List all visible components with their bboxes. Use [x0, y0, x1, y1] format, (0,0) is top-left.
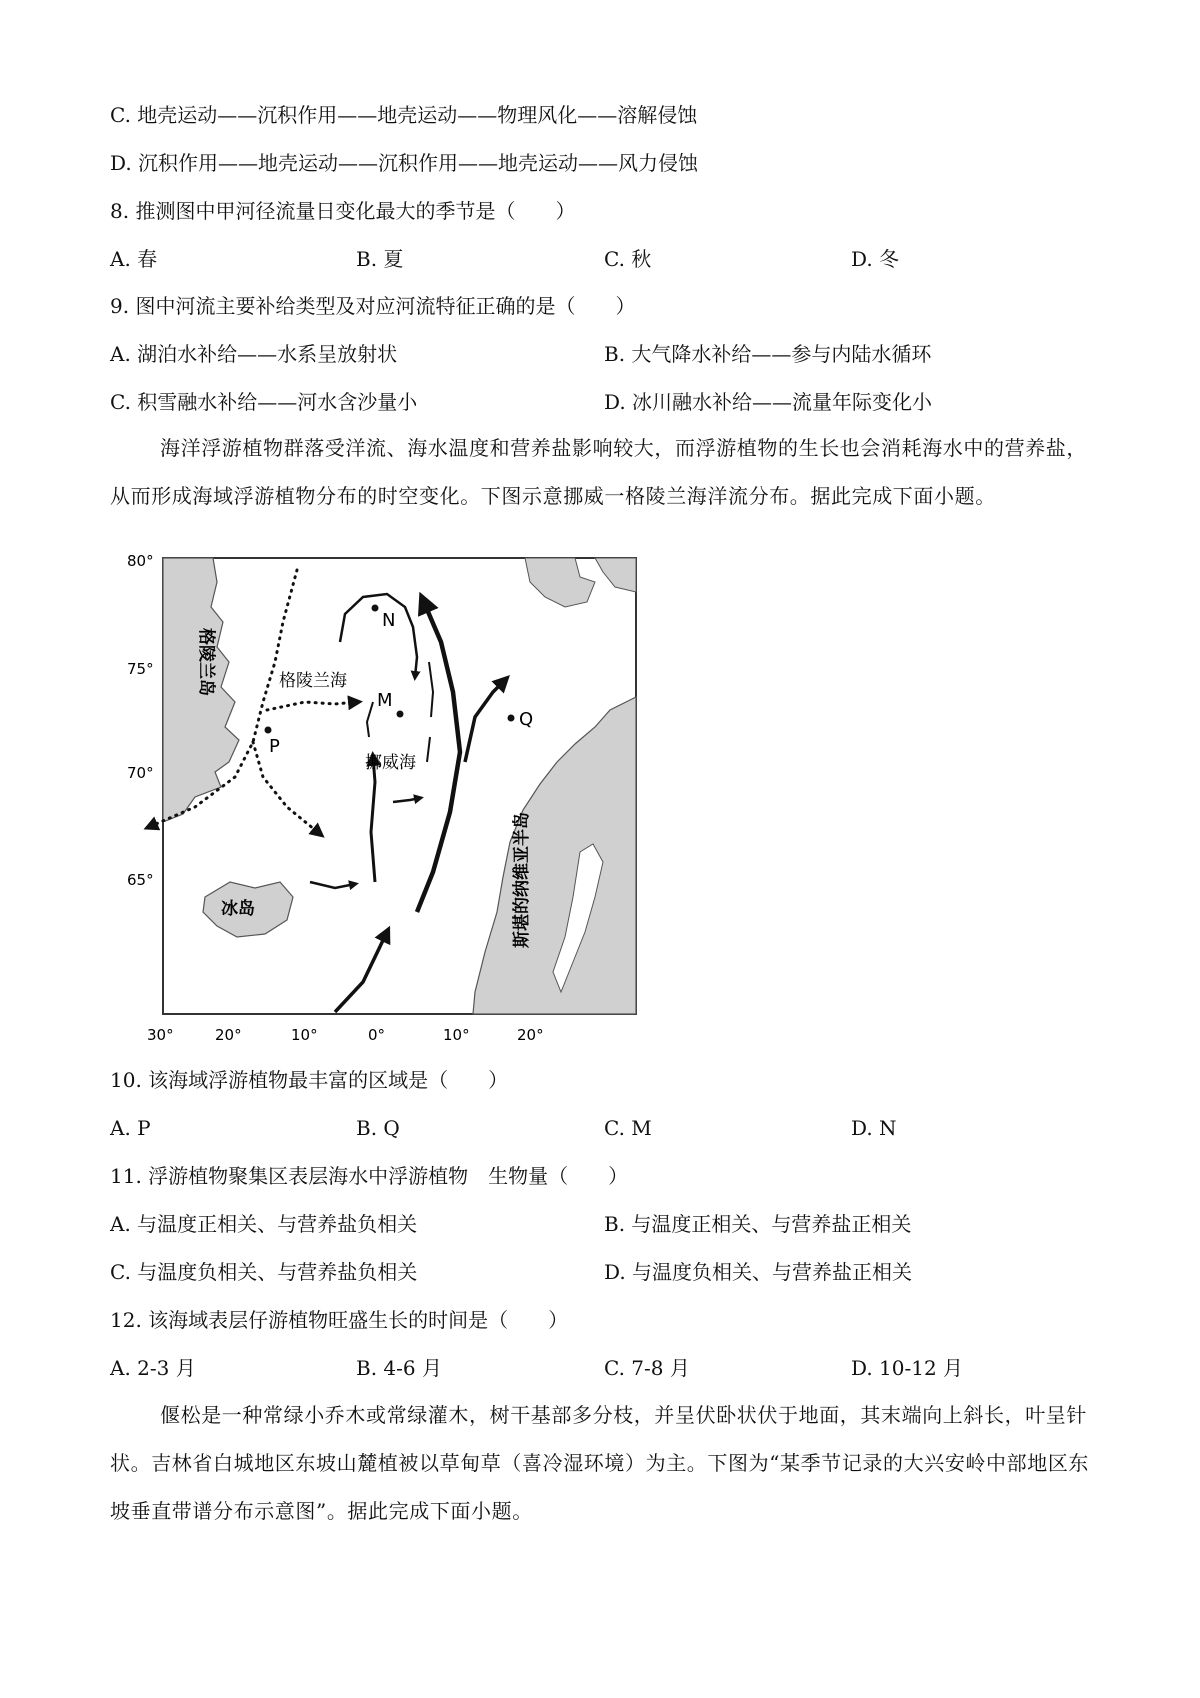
q12-option-d: D. 10-12 月: [851, 1356, 964, 1380]
lat-label-75: 75°: [127, 660, 154, 678]
passage-dwarf-pine: 偃松是一种常绿小乔木或常绿灌木，树干基部多分枝，并呈伏卧状伏于地面，其末端向上斜长，叶呈针状。吉林省白城地区东坡山麓植被以草甸草（喜冷湿环境）为主。下图为“某季节记录的大兴安岭中部地区东坡垂直带谱分布示意图”。据此完成下面小题。: [110, 1403, 1090, 1523]
q11-option-a: A. 与温度正相关、与营养盐负相关: [110, 1212, 418, 1236]
lat-label-70: 70°: [127, 764, 154, 782]
q11-stem: 11. 浮游植物聚集区表层海水中浮游植物 生物量（ ）: [110, 1164, 629, 1188]
q9-stem: 9. 图中河流主要补给类型及对应河流特征正确的是（ ）: [110, 294, 636, 318]
norwegian-sea-label: 挪威海: [365, 753, 416, 773]
q12-option-a: A. 2-3 月: [110, 1356, 196, 1380]
greenland-sea-label: 格陵兰海: [279, 671, 347, 691]
q9-option-c: C. 积雪融水补给——河水含沙量小: [110, 390, 418, 414]
lon-label-30w: 30°: [147, 1026, 174, 1044]
lon-label-20e: 20°: [517, 1026, 544, 1044]
point-n-marker: [372, 605, 379, 612]
point-q-marker: [508, 715, 515, 722]
point-p-label: P: [269, 736, 280, 757]
q11-option-c: C. 与温度负相关、与营养盐负相关: [110, 1260, 418, 1284]
iceland-label: 冰岛: [221, 899, 255, 919]
q12-stem: 12. 该海域表层仔游植物旺盛生长的时间是（ ）: [110, 1308, 569, 1332]
q8-stem: 8. 推测图中甲河径流量日变化最大的季节是（ ）: [110, 199, 576, 223]
lon-label-0: 0°: [368, 1026, 386, 1044]
q10-option-d: D. N: [851, 1116, 897, 1140]
lon-label-20w: 20°: [215, 1026, 242, 1044]
q10-option-c: C. M: [604, 1116, 652, 1140]
q10-stem: 10. 该海域浮游植物最丰富的区域是（ ）: [110, 1068, 509, 1092]
ocean-current-map: [125, 552, 645, 1049]
q8-option-d: D. 冬: [851, 247, 900, 271]
passage-ocean-currents: 海洋浮游植物群落受洋流、海水温度和营养盐影响较大，而浮游植物的生长也会消耗海水中的营养盐，从而形成海域浮游植物分布的时空变化。下图示意挪威一格陵兰海洋流分布。据此完成下面小题。: [110, 436, 1087, 508]
point-n-label: N: [382, 610, 396, 631]
q12-option-b: B. 4-6 月: [356, 1356, 442, 1380]
q10-option-b: B. Q: [356, 1116, 400, 1140]
lat-label-80: 80°: [127, 552, 154, 570]
q10-option-a: A. P: [110, 1116, 151, 1140]
q9-option-a: A. 湖泊水补给——水系呈放射状: [110, 342, 398, 366]
lat-label-65: 65°: [127, 871, 154, 889]
q12-option-c: C. 7-8 月: [604, 1356, 690, 1380]
q9-option-b: B. 大气降水补给——参与内陆水循环: [604, 342, 932, 366]
q11-option-d: D. 与温度负相关、与营养盐正相关: [604, 1260, 913, 1284]
q7-option-c: C. 地壳运动——沉积作用——地壳运动——物理风化——溶解侵蚀: [110, 103, 698, 127]
q9-option-d: D. 冰川融水补给——流量年际变化小: [604, 390, 933, 414]
point-p-marker: [265, 727, 272, 734]
point-m-marker: [397, 711, 404, 718]
scandinavia-label: 斯堪的纳维亚半岛: [512, 812, 532, 948]
lon-label-10w: 10°: [291, 1026, 318, 1044]
q8-option-a: A. 春: [110, 247, 158, 271]
lon-label-10e: 10°: [443, 1026, 470, 1044]
q8-option-b: B. 夏: [356, 247, 404, 271]
q8-option-c: C. 秋: [604, 247, 652, 271]
point-q-label: Q: [519, 709, 534, 730]
greenland-label: 格陵兰岛: [196, 628, 216, 696]
q11-option-b: B. 与温度正相关、与营养盐正相关: [604, 1212, 912, 1236]
point-m-label: M: [377, 690, 393, 711]
q7-option-d: D. 沉积作用——地壳运动——沉积作用——地壳运动——风力侵蚀: [110, 151, 699, 175]
